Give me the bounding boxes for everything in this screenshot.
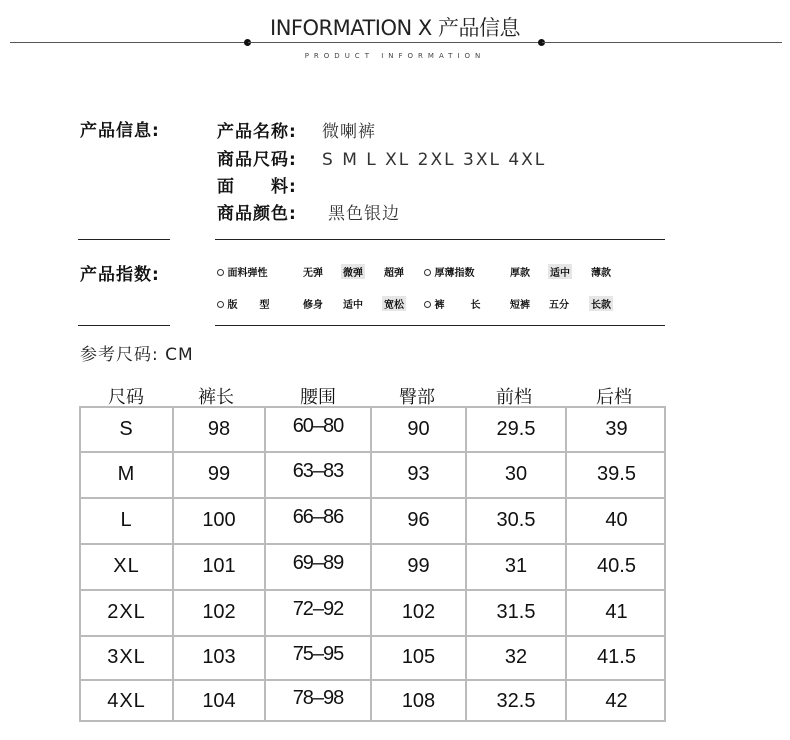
- info-key: 商品尺码:: [217, 150, 297, 170]
- table-row-divider: [79, 589, 666, 591]
- header-rule-left: [10, 42, 250, 43]
- divider-right-2: [215, 325, 665, 326]
- radio-circle-icon: [217, 269, 224, 276]
- cell-back-rise: 39.5: [597, 463, 636, 485]
- index-option: 修身: [303, 300, 323, 311]
- index-group-name: 版 型: [217, 296, 275, 311]
- divider-right-1: [215, 239, 665, 240]
- radio-circle-icon: [217, 301, 224, 308]
- info-key: 商品颜色:: [217, 204, 297, 224]
- col-header-length: 裤长: [198, 387, 234, 408]
- info-value: 微喇裤: [322, 122, 376, 142]
- cell-length: 100: [202, 509, 236, 531]
- col-header-front-rise: 前档: [496, 387, 532, 408]
- col-header-size: 尺码: [108, 387, 144, 408]
- index-group-name: 裤 长: [424, 296, 488, 311]
- page-title: INFORMATION X 产品信息: [270, 16, 520, 40]
- cell-front-rise: 32.5: [496, 689, 536, 712]
- cell-front-rise: 30: [504, 463, 528, 485]
- cell-waist: 63–83: [292, 460, 344, 482]
- cell-back-rise: 42: [605, 689, 628, 712]
- radio-circle-icon: [424, 269, 431, 276]
- cell-hip: 102: [401, 601, 436, 623]
- cell-front-rise: 30.5: [496, 509, 536, 531]
- cell-back-rise: 40: [605, 509, 628, 531]
- index-option-selected: 微弹: [341, 264, 365, 279]
- cell-hip: 105: [401, 646, 436, 668]
- info-row-fabric: [217, 172, 322, 197]
- cell-hip: 96: [407, 509, 430, 531]
- cell-waist: 72–92: [292, 598, 344, 620]
- table-row-divider: [79, 451, 666, 453]
- cell-length: 102: [202, 601, 236, 623]
- cell-size: 4XL: [107, 689, 146, 712]
- cell-front-rise: 29.5: [496, 417, 536, 440]
- info-value: 黑色银边: [328, 204, 400, 224]
- reference-unit-label: 参考尺码: CM: [80, 345, 194, 365]
- cell-front-rise: 31.5: [496, 601, 536, 623]
- cell-length: 104: [202, 689, 236, 712]
- cell-length: 98: [207, 417, 231, 440]
- index-option-selected: 适中: [548, 264, 572, 279]
- col-header-waist: 腰围: [300, 387, 336, 408]
- index-option: 厚款: [510, 268, 530, 279]
- col-header-back-rise: 后档: [596, 387, 632, 408]
- cell-waist: 66–86: [292, 506, 344, 528]
- index-option: 无弹: [303, 268, 323, 279]
- index-option-selected: 长款: [589, 296, 613, 311]
- cell-size: S: [119, 417, 134, 440]
- index-option: 薄款: [591, 268, 611, 279]
- cell-front-rise: 32: [504, 646, 528, 668]
- table-row-divider: [79, 635, 666, 637]
- index-option: 五分: [549, 300, 569, 311]
- info-key: 产品名称:: [217, 122, 297, 142]
- page-subtitle: PRODUCT INFORMATION: [304, 52, 486, 60]
- cell-waist: 75–95: [292, 643, 344, 665]
- cell-back-rise: 40.5: [597, 555, 636, 577]
- cell-back-rise: 41: [605, 601, 628, 623]
- cell-length: 101: [202, 555, 236, 577]
- index-option: 超弹: [384, 268, 404, 279]
- cell-length: 99: [207, 463, 231, 485]
- index-option: 适中: [343, 300, 363, 311]
- cell-waist: 60–80: [292, 414, 344, 437]
- cell-hip: 93: [407, 463, 430, 485]
- product-index-label: 产品指数:: [80, 265, 160, 285]
- cell-waist: 78–98: [292, 686, 344, 709]
- cell-hip: 90: [407, 417, 430, 440]
- cell-size: XL: [113, 555, 140, 577]
- cell-back-rise: 39: [605, 417, 628, 440]
- info-row-sizes: [217, 145, 546, 170]
- info-row-color: [217, 199, 400, 224]
- index-option: 短裤: [510, 300, 530, 311]
- divider-left-1: [78, 239, 170, 240]
- info-row-name: [217, 117, 376, 142]
- cell-front-rise: 31: [504, 555, 528, 577]
- cell-length: 103: [202, 646, 236, 668]
- cell-size: M: [117, 463, 136, 485]
- cell-size: L: [120, 509, 133, 531]
- cell-size: 3XL: [107, 646, 146, 668]
- index-option-selected: 宽松: [382, 296, 406, 311]
- info-value: S M L XL 2XL 3XL 4XL: [322, 150, 547, 170]
- radio-circle-icon: [424, 301, 431, 308]
- index-group-name: 面料弹性: [217, 264, 267, 279]
- cell-hip: 99: [407, 555, 430, 577]
- cell-hip: 108: [401, 689, 436, 712]
- index-group-name: 厚薄指数: [424, 264, 474, 279]
- header-rule-right: [542, 42, 782, 43]
- cell-back-rise: 41.5: [597, 646, 636, 668]
- col-header-hip: 臀部: [399, 387, 435, 408]
- product-info-label: 产品信息:: [80, 121, 160, 141]
- header-rule-center: [248, 42, 542, 43]
- cell-waist: 69–89: [292, 552, 344, 574]
- info-key: 面 料:: [217, 177, 297, 197]
- table-row-divider: [79, 543, 666, 545]
- cell-size: 2XL: [107, 601, 146, 623]
- table-row-divider: [79, 497, 666, 499]
- divider-left-2: [78, 325, 170, 326]
- table-row-divider: [79, 679, 666, 681]
